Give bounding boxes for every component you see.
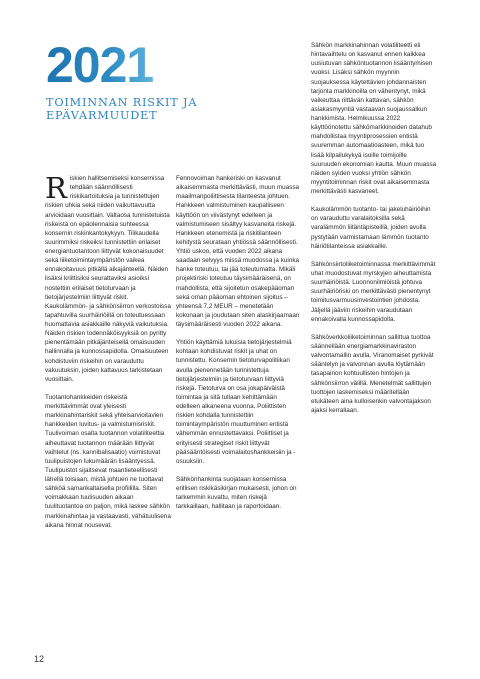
paragraph: Sähkön markkinahinnan volatiliteetti eli hintavaihtelu on kasvanut ennen kaikkea uusiutuvan sähköntuotannon lisääntymisen vuoksi. Lisäksi sähkön myynnin suojauksessa käytettävien johdannaisten tarjonta markkinoilla on vähentynyt, mikä vaikeuttaa riittävän kattavan, sähkön asiakasmyyntiä vastaavan suojaussalkun hankkimista. Helmikuussa 2022 käyttöönotettu sähkömarkkinoiden datahub mahdollistaa myyntiprosessien entistä suuremman automaatioasteen, mikä tuo lisää kilpailukykyä isoille toimijoille suuruuden ekonomian kautta. Muun muassa näiden syiden vuoksi yhtiön sähkön myyntitoiminnan riskit ovat aikaisemmasta merkittävästi kasvaneet.	[311, 42, 437, 195]
text-column-2	[176, 174, 302, 521]
text-column-1	[45, 171, 171, 539]
paragraph: Tuotantohankkeiden riskeistä merkittävimmät ovat yleisesti markkinahintariskit sekä yhteisarvioitavien hankkeiden luvitus- ja valmistumisriskit. Tuulivoiman osalta tuotannon volatiliteettia aiheuttavat tuotannon määrään liittyvät vaihtelut (ns. kannibalisaatio) voimistuvat tuulipuistojen lukumäärän lisääntyessä. Tuulipuistot sijaitsevat maantieteellisesti lähellä toisiaan, mistä johtuen ne tuottavat sähköä samankaltaisella profiililla. Siten voimakkaan tuulisuuden aikaan tuulituotantoa on paljon, mikä laskee sähkön markkinahintaa ja vastaavasti, vähätuulisena aikana hinnat nousevat.	[45, 393, 171, 529]
paragraph: Sähkönhankinta suojataan konsernissa erillisen riskikäsikirjan mukaisesti, johon on tarkemmin kuvattu, miten riskejä tarkkaillaan, hallitaan ja raportoidaan.	[176, 476, 297, 511]
paragraph: Kaukolämmön tuotanto- tai jakeluhäiriöihin on varauduttu varalaitoksilla sekä varalämmön liitäntäpisteillä, joiden avulla pystytään varmistamaan lämmön tuotanto häiriötilanteissa asiakkaille.	[311, 206, 431, 250]
text-column-3	[311, 41, 437, 424]
report-year: 2021	[46, 37, 154, 93]
page-number: 12	[34, 654, 45, 664]
paragraph: Fennovoiman hankeriski on kasvanut aikaisemmasta merkittävästi, muun muassa maailmanpoliittisesta tilanteesta johtuen. Hankkeen valmistuminen kaupalliseen käyttöön on viivästynyt edelleen ja valmistumiseen sisältyy kasvaneita riskejä. Hankkeen etenemistä ja riskitilanteen kehitystä seurataan yhtiössä säännöllisesti. Yhtiö uskoo, että vuoden 2022 aikana saadaan selvyys missä muodossa ja kuinka hanke toteutuu, tai jää toteutumatta. Mikäli projektiriski toteutuu täysimääräisenä, on mahdollista, että sijoitetun osakepääoman sekä oman pääoman ehtoinen sijoitus – yhteensä 7,2 MEUR – menetetään kokonaan ja joudutaan siten alaskirjaamaan täysimääräisesti vuoden 2022 aikana.	[176, 175, 300, 328]
drop-cap: R	[45, 171, 67, 205]
paragraph	[45, 171, 171, 384]
paragraph: Sähkönsiirtoliiketoiminnassa merkittävimmät uhat muodostuvat myrskyjen aiheuttamista suurhäiriöistä. Luonnonilmiöistä johtuva suurhäiriöriski on merkittävästi pienentynyt toimitusvarmuusinvestointien johdosta. Jäljellä jääviin riskeihin varaudutaan ennakoivalla kunnossapidolla.	[311, 260, 436, 323]
paragraph-text: iskien hallitsemiseksi konsernissa tehdään säännöllisesti riskikartoituksia ja tunnistettujen riskien uhkia sekä niiden vaikuttavuutta arvioidaan vuosittain. Valtaosa tunnistetuista riskeistä on epäolennaisia suhteessa konsernin riskinkantokykyyn. Tilikaudella suurimmiksi riskeiksi tunnistettiin erilaiset energiantuotantoon liittyvät kokonaisuudet sekä liiketoimintaympäristön vaikea ennakoitavuus pitkällä aikajänteellä. Näiden lisäksi kriittisiksi seurattaviksi asioiksi nostettiin erilaiset tietoturvaan ja tietojärjestelmiin liittyvät riskit. Kaukolämmön- ja sähkönsiirron verkostoissa tapahtuvilla suurhäiriöillä on toteutuessaan huomattavia asiakkaille näkyviä vaikutuksia. Näiden riskien todennäköisyyksiä on pyritty pienentämään pitkäjänteisellä omaisuuden hallinnalla ja kunnossapidolla. Omaisuuteen kohdistuviin riskeihin on varauduttu vakuutuksin, joiden kattavuus tarkistetaan vuosittain.	[45, 175, 171, 383]
section-title: TOIMINNAN RISKIT JA EPÄVARMUUDET	[46, 96, 198, 122]
paragraph: Yhtiön käyttämiä lukuisia tietojärjestelmiä kohtaan kohdistuvat riskit ja uhat on tunnistettu. Konsernin tietoturvapolitiikan avulla pienennetään tunnistettuja tietojärjestelmiin ja tietoturvaan liittyviä riskejä. Tietoturva on osa jokapäiväistä toimintaa ja sitä tullaan kehittämään edelleen alkaneena vuonna. Poliittisten riskien kohdalla tunnistettiin toimintaympäristön muuttuminen entistä vähemmän ennustettavaksi. Poliittiset ja erityisesti strategiset riskit liittyvät pääsääntöisesti voimalaitoshankkeisiin ja -osuuksiin.	[176, 339, 296, 465]
paragraph: Sähköverkkoliiketoiminnan sallittua tuottoa säännellään energiamarkkinaviraston valvontamallin avulla. Viranomaiset pyrkivät sääntelyn ja valvonnan avulla löytämään tasapainon kohtuullisten hintojen ja sähkönsiirron välillä. Menetelmät sallittujen tuottojen laskemiseksi määritellään etukäteen aina kulloisenkin valvontajakson ajaksi kerrallaan.	[311, 333, 434, 414]
